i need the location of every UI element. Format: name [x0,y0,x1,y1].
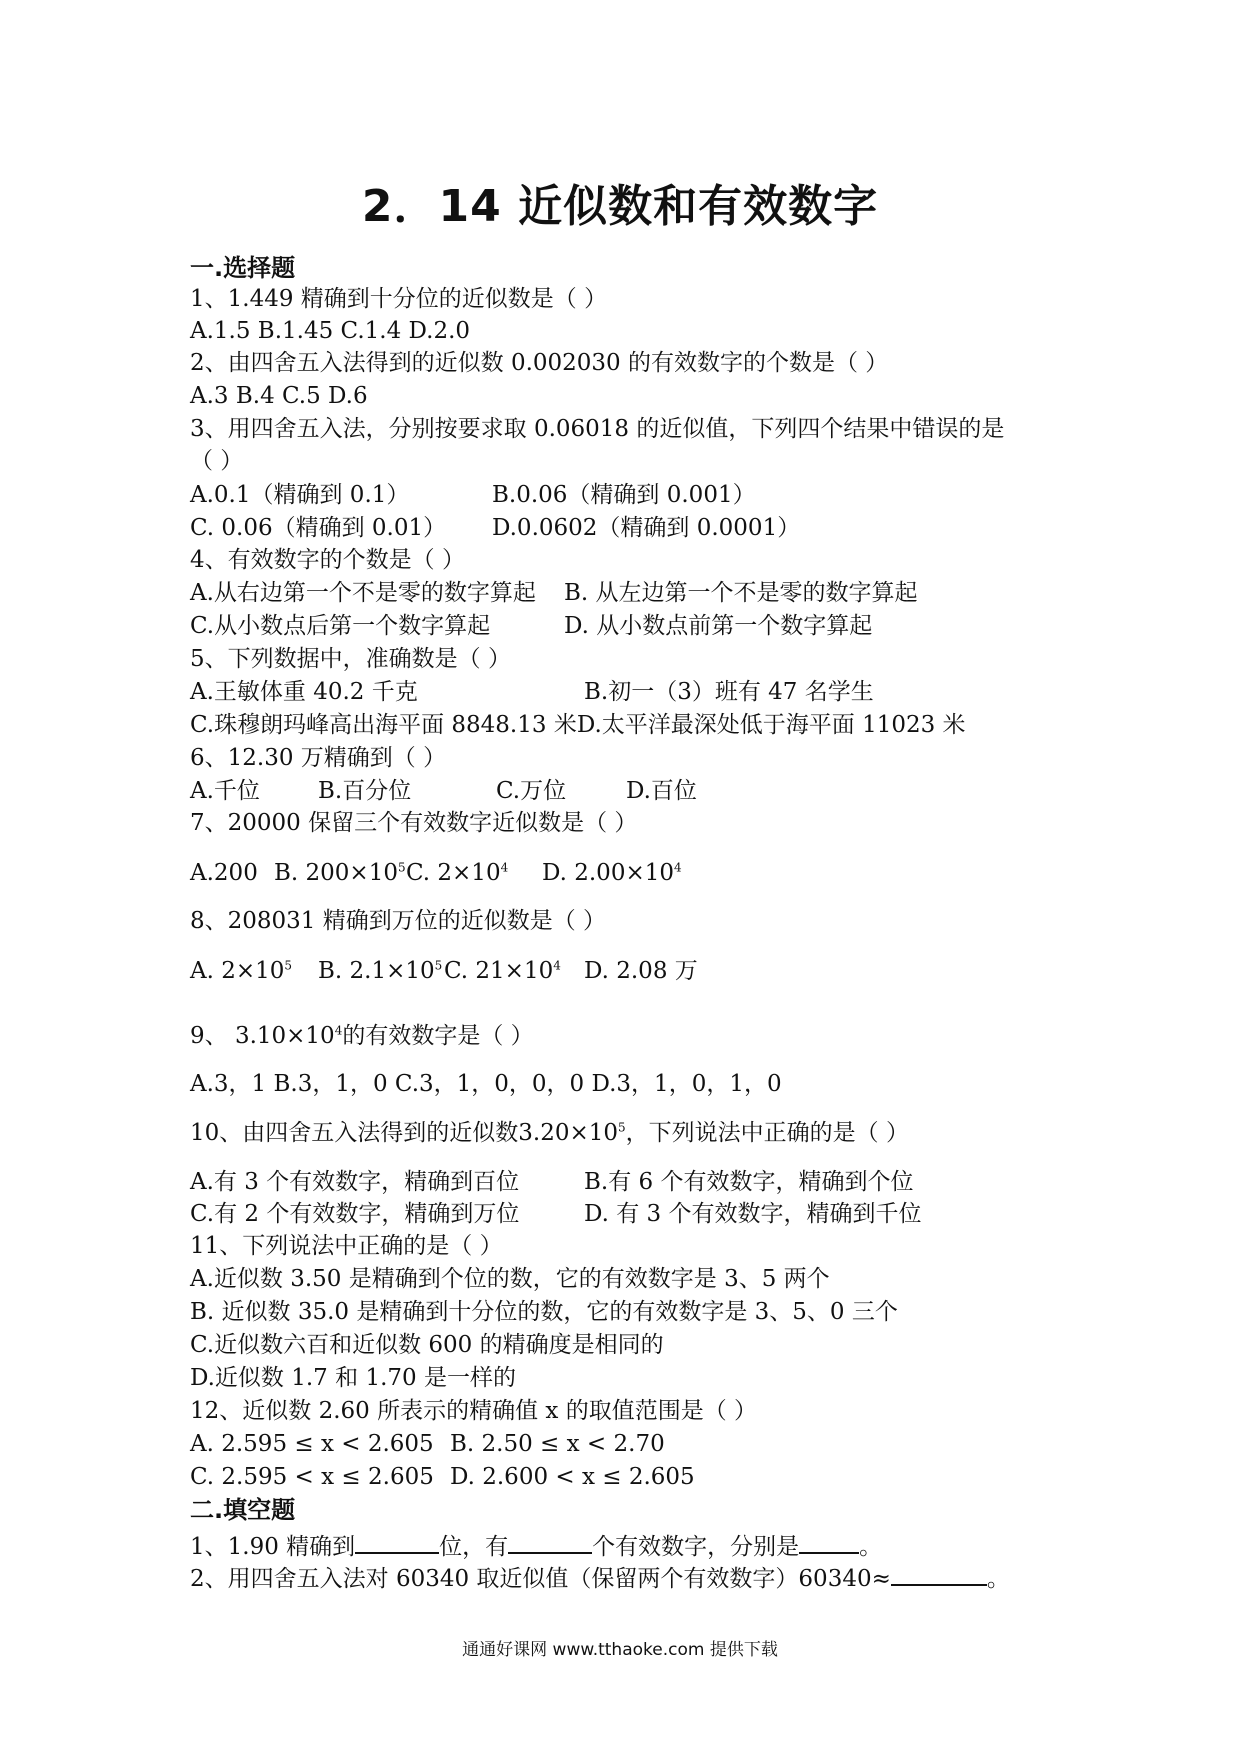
fill1-text-4: 。 [859,1534,883,1560]
q11-option-b: B. 近似数 35.0 是精确到十分位的数，它的有效数字是 3、5、0 三个 [190,1299,898,1325]
q10-option-d: D. 有 3 个有效数字，精确到千位 [584,1201,922,1227]
q4-stem: 4、有效数字的个数是（ ） [190,547,465,573]
q10-stem-exponent: 5 [618,1120,626,1135]
page-title: 2．14 近似数和有效数字 [361,181,879,232]
fill2-text-1: 2、用四舍五入法对 60340 取近似值（保留两个有效数字）60340≈ [190,1566,891,1592]
q6-options [190,778,697,804]
q8-option-d: D. 2.08 万 [584,958,698,984]
q10-stem-pre: 10、由四舍五入法得到的近似数3.20×10 [190,1120,619,1146]
q4-option-b: B. 从左边第一个不是零的数字算起 [564,580,918,606]
fill1-blank-3 [799,1532,859,1554]
q7-stem: 7、20000 保留三个有效数字近似数是（ ） [190,810,638,836]
q5-row1 [190,679,874,705]
q12-stem: 12、近似数 2.60 所表示的精确值 x 的取值范围是（ ） [190,1398,758,1424]
q9-stem-exponent: 4 [334,1023,343,1038]
q11-stem: 11、下列说法中正确的是（ ） [190,1233,503,1259]
fill1-text-2: 位，有 [439,1534,509,1560]
q4-option-d: D. 从小数点前第一个数字算起 [564,613,873,639]
q9-stem [190,1025,534,1048]
q2-options: A.3 B.4 C.5 D.6 [190,383,368,409]
q2-stem: 2、由四舍五入法得到的近似数 0.002030 的有效数字的个数是（ ） [190,350,889,376]
q7-option-d [542,862,682,885]
q10-option-b: B.有 6 个有效数字，精确到个位 [584,1169,914,1195]
q3-row2 [190,515,801,541]
q4-option-a: A.从右边第一个不是零的数字算起 [190,580,536,606]
q5-option-b: B.初一（3）班有 47 名学生 [584,679,874,705]
q10-row2 [190,1201,922,1227]
q9-stem-pre: 9、 3.10×10 [190,1023,335,1049]
q3-row1 [190,482,756,508]
fill2-text-2: 。 [986,1566,1010,1592]
q3-option-b: B.0.06（精确到 0.001） [492,482,756,508]
q12-row1 [190,1431,665,1457]
q6-stem: 6、12.30 万精确到（ ） [190,745,447,771]
q6-option-a: A.千位 [190,778,260,804]
q9-options: A.3，1 B.3，1，0 C.3，1，0，0，0 D.3，1，0，1，0 [190,1071,782,1097]
section-fill-heading: 二.填空题 [190,1496,296,1524]
fill1-text-1: 1、1.90 精确到 [190,1534,356,1560]
q3-stem: 3、用四舍五入法，分别按要求取 0.06018 的近似值，下列四个结果中错误的是 [190,416,1005,442]
q4-row2 [190,613,873,639]
section-choice-heading: 一.选择题 [190,254,296,282]
q8-option-a-base: A. 2×10 [190,958,285,984]
q7-option-c-base: C. 2×10 [406,860,501,886]
q8-option-a [190,958,292,984]
q6-option-c: C.万位 [496,778,567,804]
q12-option-d: D. 2.600 < x ≤ 2.605 [450,1464,695,1490]
fill2-blank-1 [891,1564,987,1586]
q3-stem-cont: （ ） [190,448,244,474]
q10-option-a: A.有 3 个有效数字，精确到百位 [190,1169,520,1195]
q11-option-c: C.近似数六百和近似数 600 的精确度是相同的 [190,1332,664,1358]
q7-option-a: A.200 [190,860,258,886]
q5-option-cd: C.珠穆朗玛峰高出海平面 8848.13 米D.太平洋最深处低于海平面 11023 米 [190,712,966,738]
q8-option-b [318,960,442,983]
q4-row1 [190,580,918,606]
q10-stem [190,1122,909,1145]
q1-options: A.1.5 B.1.45 C.1.4 D.2.0 [190,318,471,344]
q1-stem: 1、1.449 精确到十分位的近似数是（ ） [190,286,608,312]
q8-option-a-exponent: 5 [284,958,293,973]
q5-stem: 5、下列数据中，准确数是（ ） [190,646,511,672]
q10-option-c: C.有 2 个有效数字，精确到万位 [190,1201,520,1227]
q3-option-a: A.0.1（精确到 0.1） [190,482,410,508]
q11-option-a: A.近似数 3.50 是精确到个位的数，它的有效数字是 3、5 两个 [190,1266,830,1292]
fill2-line [190,1564,1010,1591]
q3-option-c: C. 0.06（精确到 0.01） [190,515,447,541]
q12-option-b: B. 2.50 ≤ x < 2.70 [450,1431,665,1457]
q9-stem-post: 的有效数字是（ ） [342,1023,534,1049]
q12-option-a: A. 2.595 ≤ x < 2.605 [190,1431,434,1457]
q6-option-d: D.百位 [626,778,697,804]
fill1-blank-1 [355,1532,439,1554]
q3-option-d: D.0.0602（精确到 0.0001） [492,515,801,541]
q8-option-b-exponent: 5 [434,958,443,973]
q11-option-d: D.近似数 1.7 和 1.70 是一样的 [190,1365,516,1391]
q8-option-b-base: B. 2.1×10 [318,958,435,984]
q12-option-c: C. 2.595 < x ≤ 2.605 [190,1464,434,1490]
fill1-text-3: 个有效数字，分别是 [592,1534,800,1560]
q10-row1 [190,1169,914,1195]
fill1-blank-2 [508,1532,592,1554]
q10-stem-post: ，下列说法中正确的是（ ） [625,1120,909,1146]
q5-option-a: A.王敏体重 40.2 千克 [190,679,418,705]
q8-stem: 8、208031 精确到万位的近似数是（ ） [190,908,607,934]
q8-option-c-exponent: 4 [553,958,561,973]
q7-option-b [274,862,406,885]
fill1-line [190,1532,882,1559]
q4-option-c: C.从小数点后第一个数字算起 [190,613,491,639]
q7-option-c-exponent: 4 [500,860,509,875]
q6-option-b: B.百分位 [318,778,412,804]
q8-option-c [444,960,561,983]
q7-option-b-exponent: 5 [397,860,406,875]
q7-option-d-exponent: 4 [674,860,682,875]
q7-option-d-base: D. 2.00×10 [542,860,674,886]
q7-option-b-base: B. 200×10 [274,860,398,886]
q7-option-c [406,862,508,885]
q8-option-c-base: C. 21×10 [444,958,554,984]
q12-row2 [190,1464,695,1490]
page-footer: 通通好课网 www.tthaoke.com 提供下载 [462,1640,778,1660]
